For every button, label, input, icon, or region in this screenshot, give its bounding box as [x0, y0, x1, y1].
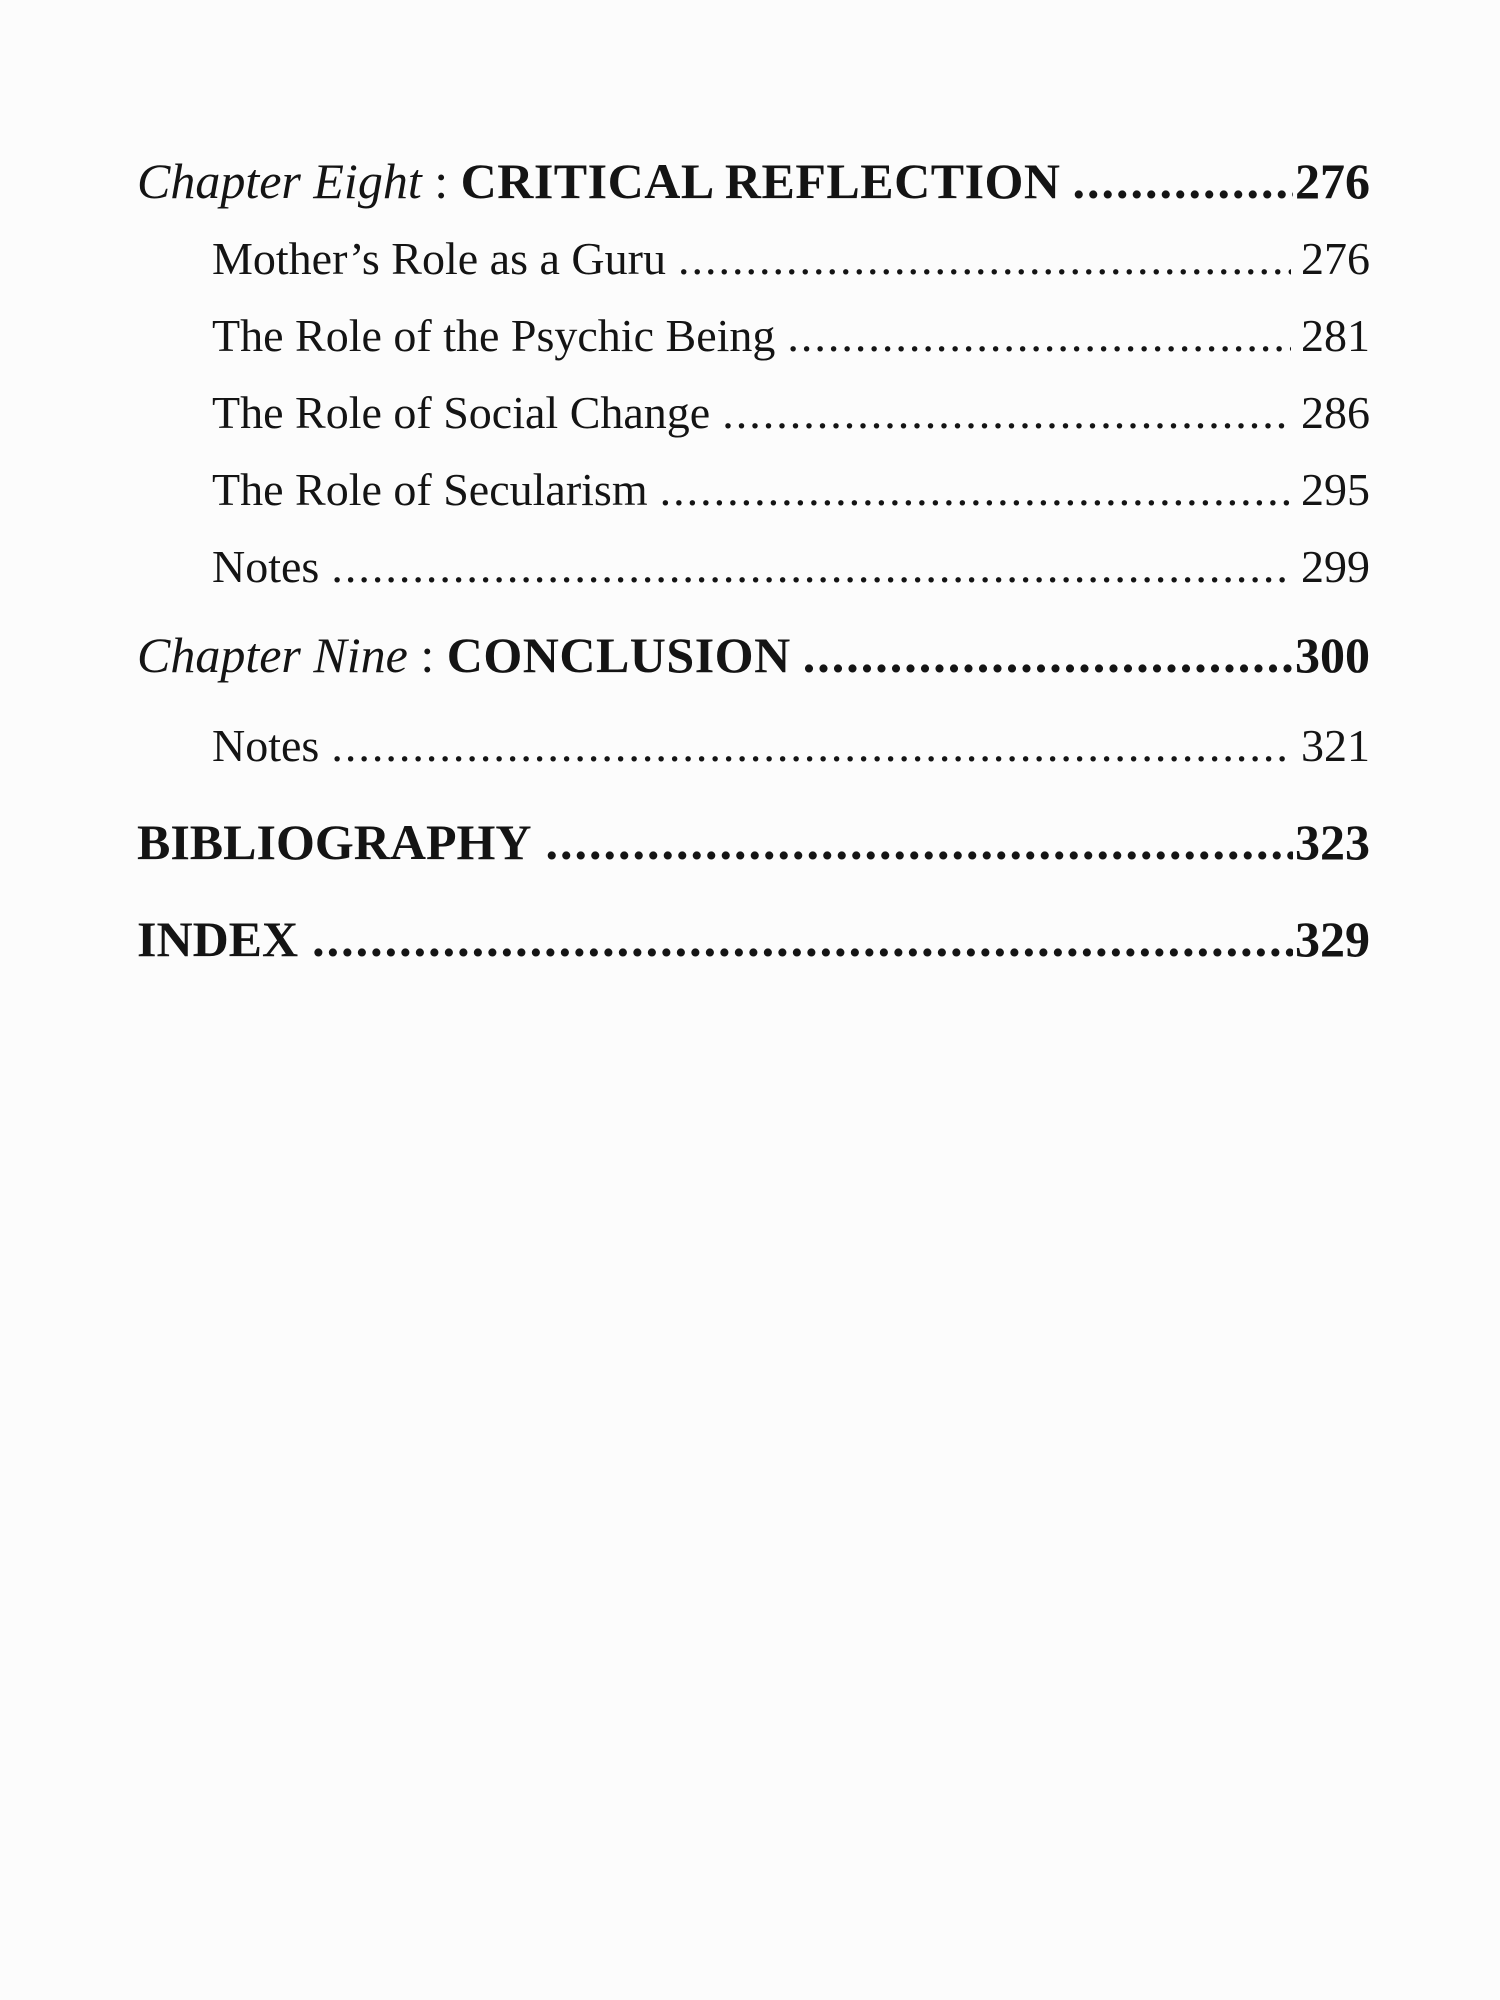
- dot-leader: [678, 232, 1291, 285]
- page-number: 276: [1295, 153, 1370, 209]
- toc-chapter-eight[interactable]: [137, 152, 1370, 210]
- entry-title: The Role of Secularism: [212, 464, 648, 515]
- toc-entry[interactable]: [212, 463, 1370, 516]
- dot-leader: [660, 463, 1291, 516]
- dot-leader: [722, 386, 1291, 439]
- page-number: 299: [1301, 541, 1370, 592]
- chapter-title: CONCLUSION: [446, 627, 791, 683]
- chapter-heading: [137, 626, 791, 684]
- page-number: 321: [1301, 720, 1370, 771]
- page-number: 286: [1301, 387, 1370, 438]
- chapter-prefix: Chapter Nine: [137, 627, 408, 683]
- chapter-title: CRITICAL REFLECTION: [460, 153, 1061, 209]
- dot-leader: [312, 910, 1293, 968]
- dot-leader: [803, 626, 1293, 684]
- toc-entry[interactable]: [212, 386, 1370, 439]
- toc-entry[interactable]: [212, 232, 1370, 285]
- entry-title: The Role of the Psychic Being: [212, 310, 776, 361]
- toc-index[interactable]: [137, 910, 1370, 968]
- toc-chapter-nine[interactable]: [137, 626, 1370, 684]
- dot-leader: [1073, 152, 1293, 210]
- dot-leader: [331, 540, 1291, 593]
- toc-entry[interactable]: [212, 540, 1370, 593]
- entry-title: The Role of Social Change: [212, 387, 711, 438]
- toc-bibliography[interactable]: [137, 813, 1370, 871]
- dot-leader: [546, 813, 1293, 871]
- dot-leader: [787, 309, 1291, 362]
- toc-entry[interactable]: [212, 309, 1370, 362]
- dot-leader: [331, 719, 1291, 772]
- chapter-heading: [137, 152, 1061, 210]
- page-number: 295: [1301, 464, 1370, 515]
- entry-title: Notes: [212, 720, 320, 771]
- page-number: 276: [1301, 233, 1370, 284]
- chapter-separator: :: [407, 627, 447, 683]
- toc-entry[interactable]: [212, 719, 1370, 772]
- page-number: 300: [1295, 627, 1370, 683]
- section-title: INDEX: [137, 911, 299, 967]
- entry-title: Notes: [212, 541, 320, 592]
- chapter-separator: :: [421, 153, 461, 209]
- page-number: 329: [1295, 911, 1370, 967]
- page-number: 323: [1295, 814, 1370, 870]
- chapter-prefix: Chapter Eight: [137, 153, 422, 209]
- entry-title: Mother’s Role as a Guru: [212, 233, 666, 284]
- section-title: BIBLIOGRAPHY: [137, 814, 532, 870]
- page-number: 281: [1301, 310, 1370, 361]
